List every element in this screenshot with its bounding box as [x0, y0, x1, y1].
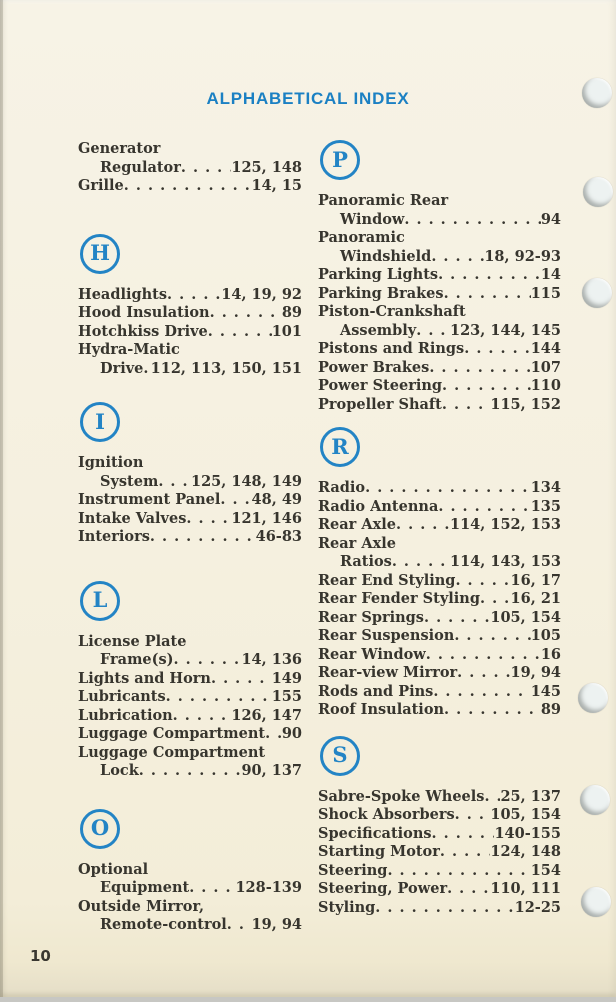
- entry-sublabel: Assembly: [340, 321, 417, 339]
- entry-line: [318, 701, 561, 720]
- entry-line: [318, 788, 561, 807]
- entry-line: [78, 140, 302, 159]
- entry-line: [78, 341, 302, 360]
- dot-leader: [454, 627, 530, 646]
- entry-line: [78, 286, 302, 305]
- entry-sublabel: Drive: [100, 359, 144, 377]
- index-entry: [78, 510, 302, 529]
- entry-continuation-line: [78, 159, 302, 178]
- entry-line: [78, 633, 302, 652]
- entry-pages: 89: [540, 701, 561, 718]
- entry-label: Headlights: [78, 285, 168, 303]
- entry-line: [318, 340, 561, 359]
- section-letter: O: [90, 815, 110, 840]
- entry-label: Lubricants: [78, 688, 166, 705]
- entry-pages: 105, 154: [490, 608, 561, 626]
- entry-line: [318, 899, 561, 918]
- dot-leader: [265, 725, 282, 744]
- entry-sublabel: Window: [340, 210, 405, 228]
- entry-sublabel: Ratios: [340, 553, 392, 570]
- section-letter: P: [332, 146, 348, 172]
- dot-leader: [166, 688, 272, 707]
- entry-pages: 90: [281, 725, 302, 742]
- index-entry: [78, 286, 302, 305]
- entry-line: [318, 192, 561, 211]
- entry-pages: 48, 49: [251, 491, 302, 508]
- entry-line: [318, 229, 561, 248]
- entry-pages: 90, 137: [241, 762, 302, 779]
- dot-leader: [429, 359, 530, 378]
- entry-label: Panoramic: [318, 229, 405, 246]
- dot-leader: [150, 528, 256, 547]
- right-column: [318, 140, 561, 917]
- index-entry: [78, 688, 302, 707]
- entry-line: [78, 491, 302, 510]
- section-letter-badge: [320, 427, 360, 467]
- index-section-R: [318, 427, 561, 720]
- index-entry: [318, 572, 561, 591]
- index-entry: [78, 454, 302, 491]
- page-number: 10: [30, 947, 51, 965]
- dot-leader: [442, 377, 531, 396]
- dot-leader: [173, 707, 232, 726]
- entry-pages: 149: [271, 669, 302, 687]
- index-entry: [78, 670, 302, 689]
- entry-label: Rods and Pins: [318, 682, 434, 700]
- index-entry: [318, 899, 561, 918]
- entry-label: Propeller Shaft: [318, 395, 442, 413]
- index-entry: [318, 825, 561, 844]
- index-entry: [78, 304, 302, 323]
- index-entry: [318, 843, 561, 862]
- entry-label: Hood Insulation: [78, 304, 210, 321]
- index-entry: [318, 862, 561, 881]
- entry-label: Steering: [318, 861, 388, 879]
- entry-line: [318, 609, 561, 628]
- entry-line: [78, 304, 302, 323]
- index-entry: [78, 725, 302, 744]
- dot-leader: [396, 516, 450, 535]
- section-letter-badge: [320, 736, 360, 776]
- entry-line: [78, 177, 302, 196]
- entry-label: Rear Fender Styling: [318, 590, 480, 607]
- index-section-L: [78, 581, 302, 781]
- entry-line: [318, 664, 561, 683]
- entry-line: [78, 707, 302, 726]
- entry-label: Radio: [318, 479, 366, 496]
- index-entry: [318, 788, 561, 807]
- entry-line: [318, 498, 561, 517]
- index-section-S: [318, 736, 561, 918]
- entry-label: Rear Axle: [318, 516, 396, 533]
- entry-pages: 134: [530, 479, 561, 496]
- entry-pages: 16, 21: [510, 590, 561, 607]
- index-entry: [318, 498, 561, 517]
- section-letter: I: [95, 408, 105, 434]
- entry-continuation-line: [318, 322, 561, 341]
- index-entry: [318, 535, 561, 572]
- entry-pages: 115: [530, 284, 561, 302]
- section-letter: L: [92, 587, 108, 612]
- entry-label: Rear Springs: [318, 608, 424, 626]
- entry-label: Piston-Crankshaft: [318, 303, 466, 320]
- index-entry: [318, 266, 561, 285]
- index-entry: [78, 177, 302, 196]
- entry-line: [318, 590, 561, 609]
- entry-label: Parking Brakes: [318, 284, 444, 302]
- entry-pages: 19, 94: [510, 664, 561, 681]
- entry-line: [78, 510, 302, 529]
- index-entry: [318, 396, 561, 415]
- dot-leader: [189, 879, 235, 898]
- section-letter-badge: [80, 809, 120, 849]
- index-entry: [318, 377, 561, 396]
- entry-label: Instrument Panel: [78, 491, 221, 508]
- entry-label: License Plate: [78, 632, 187, 650]
- entry-pages: 154: [530, 861, 561, 879]
- dot-leader: [143, 360, 150, 379]
- dot-leader: [375, 899, 514, 918]
- dot-leader: [480, 590, 511, 609]
- entry-label: Rear Window: [318, 645, 426, 663]
- punch-hole-icon: [582, 278, 612, 308]
- entry-continuation-line: [318, 553, 561, 572]
- entry-label: Power Steering: [318, 377, 443, 394]
- dot-leader: [124, 177, 252, 196]
- section-letter-badge: [80, 234, 120, 274]
- dot-leader: [464, 340, 530, 359]
- entry-pages: 144: [530, 340, 561, 357]
- section-letter-badge: [80, 402, 120, 442]
- entry-pages: 105: [530, 627, 561, 644]
- entry-pages: 25, 137: [500, 787, 561, 805]
- dot-leader: [211, 670, 272, 689]
- entry-label: Rear Suspension: [318, 627, 455, 644]
- entry-line: [78, 861, 302, 880]
- dot-leader: [208, 323, 272, 342]
- entry-pages: 110: [530, 377, 561, 394]
- punch-hole-icon: [580, 785, 610, 815]
- dot-leader: [438, 498, 530, 517]
- index-section-O: [78, 809, 302, 935]
- entry-continuation-line: [78, 879, 302, 898]
- entry-pages: 89: [281, 304, 302, 321]
- entry-pages: 12-25: [514, 898, 561, 916]
- entry-pages: 124, 148: [490, 843, 561, 860]
- index-entry: [78, 861, 302, 898]
- entry-pages: 114, 143, 153: [450, 553, 561, 570]
- index-entry: [78, 140, 302, 177]
- dot-leader: [433, 683, 530, 702]
- punch-hole-icon: [582, 78, 612, 108]
- dot-leader: [174, 651, 242, 670]
- index-section-I: [78, 402, 302, 547]
- entry-pages: 140-155: [494, 824, 561, 842]
- dot-leader: [210, 304, 282, 323]
- dot-leader: [181, 159, 231, 178]
- index-section-H: [78, 234, 302, 379]
- index-entry: [318, 229, 561, 266]
- index-entry: [318, 303, 561, 340]
- entry-label: Optional: [78, 860, 149, 878]
- index-entry: [318, 646, 561, 665]
- entry-pages: 123, 144, 145: [450, 321, 561, 339]
- dot-leader: [426, 646, 541, 665]
- entry-pages: 19, 94: [251, 916, 302, 933]
- dot-leader: [444, 701, 541, 720]
- entry-continuation-line: [318, 248, 561, 267]
- entry-line: [318, 396, 561, 415]
- entry-line: [318, 266, 561, 285]
- index-entry: [78, 707, 302, 726]
- entry-continuation-line: [78, 473, 302, 492]
- entry-pages: 155: [271, 688, 302, 705]
- entry-pages: 14, 19, 92: [221, 285, 302, 303]
- entry-line: [78, 725, 302, 744]
- index-section: [78, 140, 302, 196]
- index-entry: [318, 806, 561, 825]
- entry-sublabel: Lock: [100, 762, 139, 779]
- entry-label: Power Brakes: [318, 358, 430, 376]
- entry-continuation-line: [78, 360, 302, 379]
- entry-pages: 128-139: [235, 879, 302, 896]
- entry-line: [318, 516, 561, 535]
- entry-label: Sabre-Spoke Wheels: [318, 787, 485, 805]
- dot-leader: [404, 211, 540, 230]
- section-letter-badge: [320, 140, 360, 180]
- punch-hole-icon: [583, 177, 613, 207]
- entry-sublabel: Remote-control: [100, 916, 227, 933]
- dot-leader: [416, 322, 450, 341]
- index-entry: [78, 323, 302, 342]
- entry-pages: 14, 15: [251, 177, 302, 194]
- entry-label: Intake Valves: [78, 509, 187, 527]
- entry-continuation-line: [318, 211, 561, 230]
- entry-pages: 135: [530, 497, 561, 515]
- entry-line: [318, 303, 561, 322]
- index-entry: [318, 664, 561, 683]
- index-entry: [318, 359, 561, 378]
- entry-line: [78, 744, 302, 763]
- page-bottom-edge: [0, 997, 616, 1002]
- entry-continuation-line: [78, 916, 302, 935]
- dot-leader: [139, 762, 242, 781]
- entry-sublabel: Frame(s): [100, 651, 174, 668]
- entry-line: [318, 377, 561, 396]
- dot-leader: [227, 916, 252, 935]
- dot-leader: [455, 572, 510, 591]
- entry-pages: 114, 152, 153: [450, 516, 561, 533]
- entry-pages: 110, 111: [490, 880, 561, 897]
- entry-pages: 112, 113, 150, 151: [150, 359, 302, 377]
- dot-leader: [442, 396, 491, 415]
- index-entry: [78, 898, 302, 935]
- entry-label: Pistons and Rings: [318, 340, 465, 357]
- entry-line: [78, 528, 302, 547]
- entry-line: [318, 683, 561, 702]
- index-entry: [78, 744, 302, 781]
- dot-leader: [392, 553, 450, 572]
- entry-line: [318, 535, 561, 554]
- dot-leader: [431, 248, 484, 267]
- index-section-P: [318, 140, 561, 414]
- entry-line: [318, 825, 561, 844]
- dot-leader: [365, 479, 531, 498]
- index-entry: [78, 491, 302, 510]
- entry-pages: 121, 146: [231, 509, 302, 527]
- entry-sublabel: Equipment: [100, 879, 190, 896]
- section-letter: R: [331, 433, 349, 459]
- entry-pages: 126, 147: [231, 706, 302, 724]
- entry-label: Generator: [78, 140, 161, 157]
- entry-label: Parking Lights: [318, 266, 439, 283]
- index-entry: [318, 683, 561, 702]
- dot-leader: [167, 286, 221, 305]
- entry-label: Starting Motor: [318, 843, 440, 860]
- dot-leader: [220, 491, 251, 510]
- entry-label: Hotchkiss Drive: [78, 322, 208, 340]
- index-entry: [318, 340, 561, 359]
- dot-leader: [387, 862, 530, 881]
- entry-label: Roof Insulation: [318, 701, 445, 718]
- entry-pages: 94: [540, 210, 561, 228]
- entry-label: Radio Antenna: [318, 497, 439, 515]
- entry-line: [78, 898, 302, 917]
- entry-label: Outside Mirror,: [78, 897, 205, 915]
- entry-line: [78, 670, 302, 689]
- entry-line: [318, 806, 561, 825]
- entry-line: [78, 454, 302, 473]
- entry-label: Ignition: [78, 454, 144, 471]
- entry-line: [318, 843, 561, 862]
- entry-sublabel: Regulator: [100, 158, 181, 176]
- dot-leader: [158, 473, 191, 492]
- index-entry: [318, 285, 561, 304]
- entry-label: Interiors: [78, 528, 150, 545]
- index-entry: [318, 516, 561, 535]
- entry-label: Lights and Horn: [78, 669, 211, 687]
- entry-continuation-line: [78, 762, 302, 781]
- entry-line: [78, 323, 302, 342]
- entry-line: [318, 880, 561, 899]
- entry-label: Rear End Styling: [318, 571, 456, 589]
- dot-leader: [447, 880, 490, 899]
- entry-sublabel: Windshield: [340, 247, 432, 265]
- entry-pages: 125, 148, 149: [191, 472, 302, 490]
- entry-pages: 107: [530, 358, 561, 376]
- entry-line: [318, 646, 561, 665]
- dot-leader: [186, 510, 231, 529]
- entry-line: [318, 862, 561, 881]
- index-entry: [318, 880, 561, 899]
- section-letter: H: [90, 240, 110, 265]
- entry-line: [318, 359, 561, 378]
- entry-label: Panoramic Rear: [318, 192, 449, 209]
- entry-label: Steering, Power: [318, 880, 448, 897]
- entry-label: Grille: [78, 177, 124, 194]
- entry-pages: 46-83: [255, 528, 302, 545]
- page-title: ALPHABETICAL INDEX: [206, 89, 410, 108]
- entry-pages: 101: [271, 322, 302, 340]
- dot-leader: [457, 664, 510, 683]
- entry-line: [78, 688, 302, 707]
- entry-pages: 16, 17: [510, 571, 561, 589]
- section-letter-badge: [80, 581, 120, 621]
- entry-label: Luggage Compartment: [78, 743, 266, 761]
- index-entry: [318, 590, 561, 609]
- entry-line: [318, 572, 561, 591]
- entry-pages: 16: [540, 645, 561, 663]
- section-letter: S: [332, 742, 348, 767]
- index-entry: [78, 528, 302, 547]
- left-column: [78, 140, 302, 935]
- index-entry: [78, 341, 302, 378]
- entry-pages: 105, 154: [490, 806, 561, 823]
- entry-pages: 115, 152: [490, 395, 561, 413]
- dot-leader: [440, 843, 490, 862]
- entry-label: Shock Absorbers: [318, 806, 455, 823]
- dot-leader: [444, 285, 531, 304]
- dot-leader: [455, 806, 491, 825]
- index-entry: [318, 627, 561, 646]
- dot-leader: [438, 266, 541, 285]
- entry-line: [318, 627, 561, 646]
- entry-pages: 125, 148: [231, 158, 302, 176]
- index-entry: [318, 192, 561, 229]
- entry-pages: 14: [540, 266, 561, 283]
- entry-label: Rear-view Mirror: [318, 664, 458, 681]
- index-entry: [318, 609, 561, 628]
- index-entry: [318, 479, 561, 498]
- entry-label: Styling: [318, 898, 376, 916]
- entry-label: Rear Axle: [318, 534, 396, 552]
- entry-sublabel: System: [100, 472, 159, 490]
- entry-label: Specifications: [318, 824, 432, 842]
- entry-pages: 18, 92-93: [484, 247, 561, 265]
- index-entry: [318, 701, 561, 720]
- dot-leader: [484, 788, 500, 807]
- entry-label: Luggage Compartment: [78, 725, 266, 742]
- punch-hole-icon: [578, 683, 608, 713]
- entry-pages: 14, 136: [241, 651, 302, 668]
- dot-leader: [424, 609, 490, 628]
- entry-continuation-line: [78, 651, 302, 670]
- entry-label: Hydra-Matic: [78, 341, 180, 358]
- index-entry: [78, 633, 302, 670]
- entry-line: [318, 285, 561, 304]
- entry-pages: 145: [530, 682, 561, 700]
- dot-leader: [432, 825, 495, 844]
- entry-label: Lubrication: [78, 706, 173, 724]
- punch-hole-icon: [581, 887, 611, 917]
- entry-line: [318, 479, 561, 498]
